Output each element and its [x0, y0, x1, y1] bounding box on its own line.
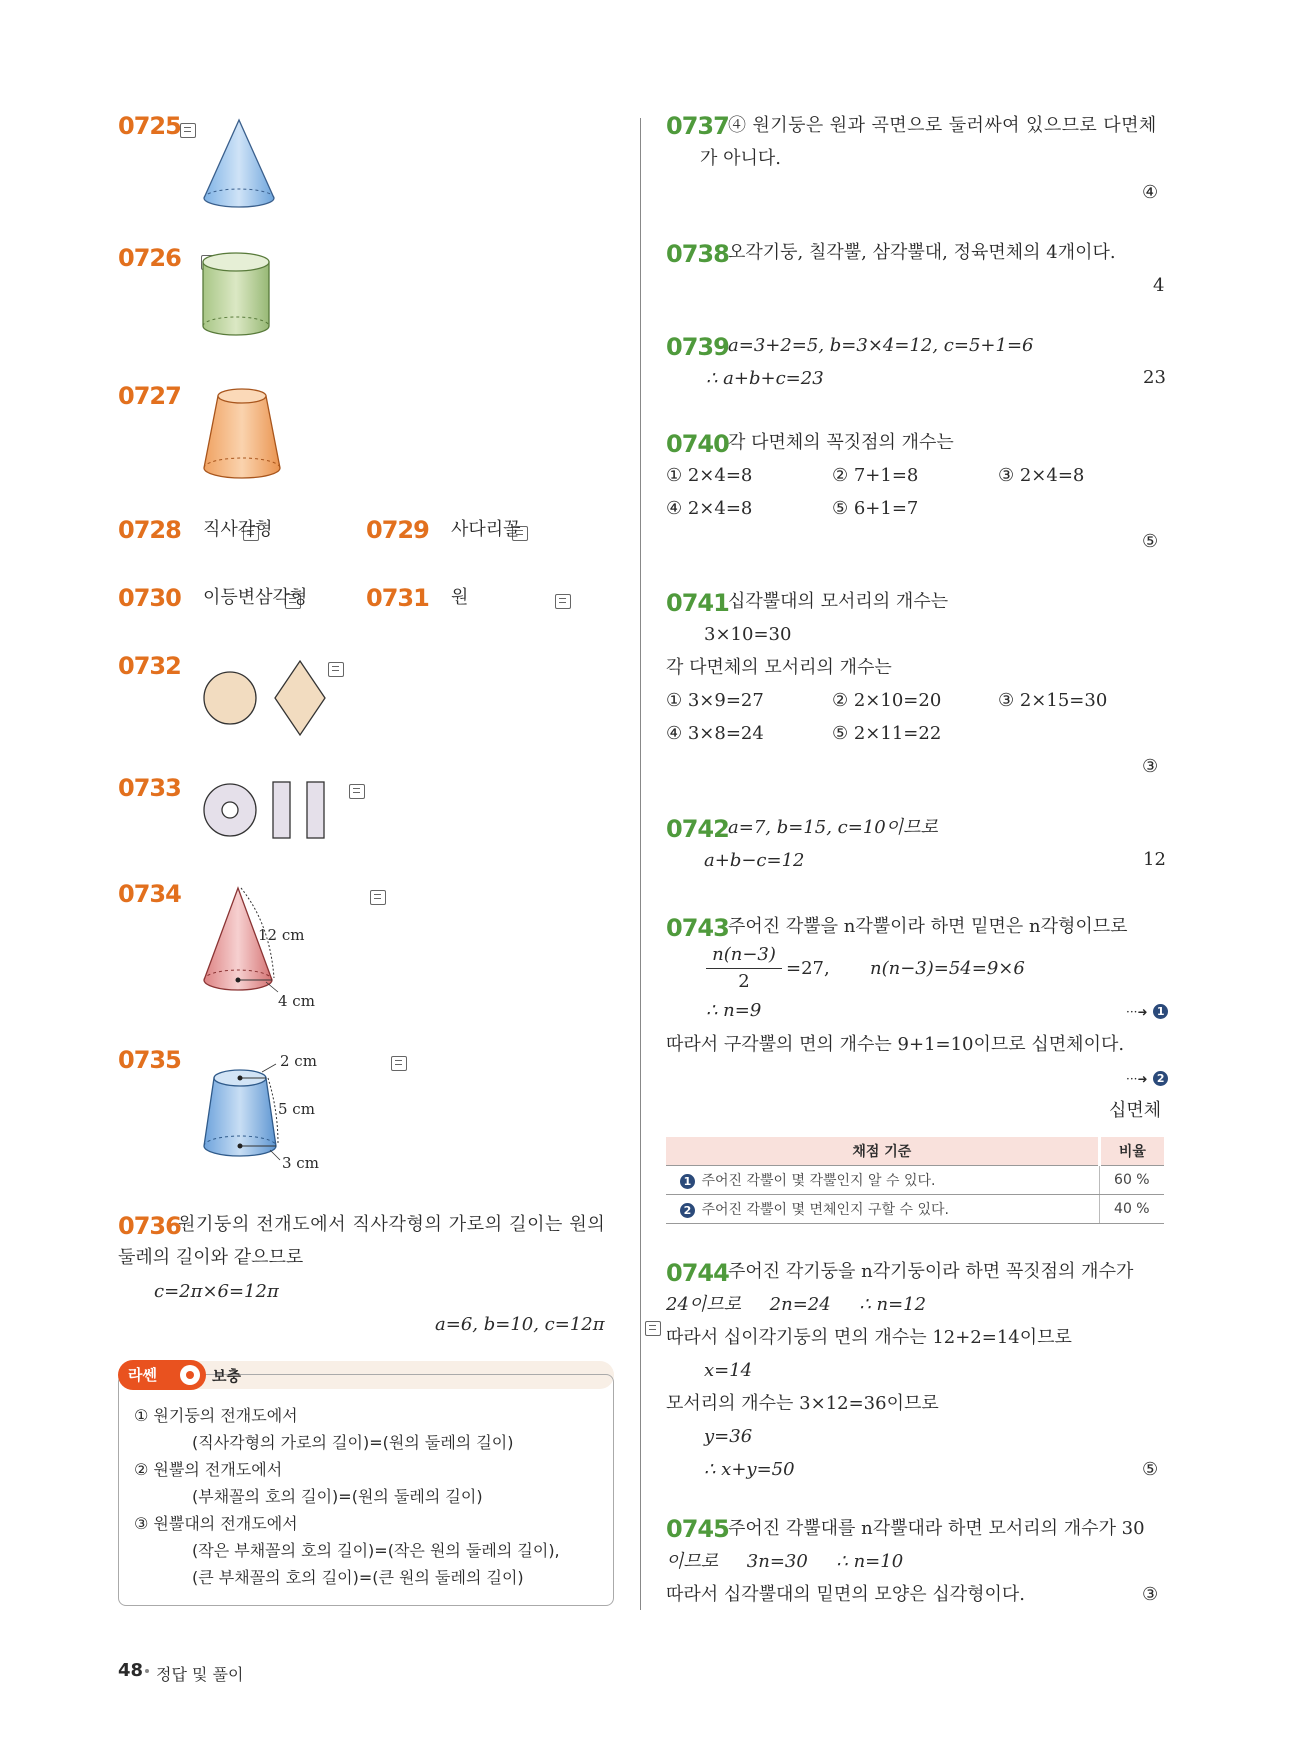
answer-text: 십면체: [1109, 1100, 1162, 1121]
criterion-text: 주어진 각뿔이 몇 면체인지 구할 수 있다.: [701, 1202, 949, 1218]
solution-text: 주어진 각기둥을 n각기둥이라 하면 꼭짓점의 개수가: [728, 1261, 1134, 1282]
table-cell: 1 주어진 각뿔이 몇 각뿔인지 알 수 있다.: [666, 1166, 1099, 1195]
dimension-label: 3 cm: [282, 1154, 319, 1172]
solution-equation: 24이므로 2n=24 ∴ n=12: [666, 1294, 927, 1315]
table-cell: 60 %: [1099, 1166, 1164, 1195]
choice: ② 2×10=20: [832, 690, 942, 711]
note-item: (직사각형의 가로의 길이)=(원의 둘레의 길이): [192, 1433, 514, 1452]
answer-icon: [555, 594, 571, 609]
problem-number: 0727: [118, 382, 181, 410]
footer-dot: [145, 1669, 149, 1673]
answer-icon: [645, 1321, 661, 1336]
problem-number: 0738: [666, 240, 729, 268]
fraction-denominator: 2: [738, 971, 750, 992]
column-divider: [640, 118, 641, 1610]
solution-text: 주어진 각뿔대를 n각뿔대라 하면 모서리의 개수가 30: [728, 1518, 1145, 1539]
solution-equation: ∴ a+b+c=23: [706, 368, 824, 389]
solution-text: 따라서 구각뿔의 면의 개수는 9+1=10이므로 십면체이다.: [666, 1034, 1125, 1055]
solution-equation: 3×10=30: [704, 624, 792, 645]
problem-number: 0728: [118, 516, 181, 544]
solution-text: 둘레의 길이와 같으므로: [118, 1247, 304, 1268]
answer-text: ③: [1142, 1584, 1159, 1605]
solution-text: 각 다면체의 꼭짓점의 개수는: [728, 432, 954, 453]
choice: ③ 2×4=8: [998, 465, 1085, 486]
solution-text: 오각기둥, 칠각뿔, 삼각뿔대, 정육면체의 4개이다.: [728, 242, 1116, 263]
cone-figure: [198, 118, 280, 210]
solution-equation: 이므로 3n=30 ∴ n=10: [666, 1551, 904, 1572]
answer-icon: [370, 890, 386, 905]
cylinder-figure: [200, 248, 272, 340]
solution-text: 원기둥의 전개도에서 직사각형의 가로의 길이는 원의: [178, 1214, 606, 1235]
solution-text: 따라서 십이각기둥의 면의 개수는 12+2=14이므로: [666, 1327, 1072, 1348]
note-item: ② 원뿔의 전개도에서: [134, 1460, 283, 1479]
note-item: (큰 부채꼴의 호의 길이)=(큰 원의 둘레의 길이): [192, 1568, 524, 1587]
choice: ④ 2×4=8: [666, 498, 753, 519]
answer-text: ③: [1142, 756, 1159, 777]
dimension-label: 5 cm: [278, 1100, 315, 1118]
problem-number: 0737: [666, 112, 729, 140]
problem-number: 0734: [118, 880, 181, 908]
answer-icon: [391, 1056, 407, 1071]
choice: ⑤ 2×11=22: [832, 723, 942, 744]
problem-number: 0744: [666, 1259, 729, 1287]
answer-icon: [349, 784, 365, 799]
choice: ② 7+1=8: [832, 465, 919, 486]
answer-text: 23: [1143, 367, 1166, 388]
table-cell: 40 %: [1099, 1195, 1164, 1224]
problem-number: 0736: [118, 1212, 181, 1240]
problem-number: 0742: [666, 815, 729, 843]
note-title: 보충: [212, 1367, 241, 1385]
answer-text: 원: [451, 587, 469, 608]
problem-number: 0735: [118, 1046, 181, 1074]
choice: ③ 2×15=30: [998, 690, 1108, 711]
problem-number: 0733: [118, 774, 181, 802]
dimension-label: 4 cm: [278, 992, 315, 1010]
note-badge: 라쎈: [118, 1360, 206, 1390]
solution-text: 가 아니다.: [700, 148, 781, 169]
problem-number: 0725: [118, 112, 181, 140]
problem-number: 0740: [666, 430, 729, 458]
solution-equation: n(n−3)=54=9×6: [870, 958, 1025, 979]
answer-text: 직사각형: [203, 519, 273, 540]
solution-text: 각 다면체의 모서리의 개수는: [666, 657, 892, 678]
criterion-text: 주어진 각뿔이 몇 각뿔인지 알 수 있다.: [701, 1173, 936, 1189]
problem-number: 0745: [666, 1515, 729, 1543]
solution-text: 모서리의 개수는 3×12=36이므로: [666, 1393, 939, 1414]
problem-number: 0741: [666, 589, 729, 617]
step-badge: 2: [1153, 1071, 1168, 1086]
solution-text: 십각뿔대의 모서리의 개수는: [728, 591, 949, 612]
answer-icon: [180, 123, 196, 138]
frustum-figure: [200, 386, 284, 482]
answer-text: 이등변삼각형: [203, 587, 308, 608]
fraction-bar: [706, 968, 782, 969]
grading-table: [666, 1137, 1164, 1224]
frustum-figure: [200, 1060, 290, 1178]
solution-equation: a=7, b=15, c=10이므로: [728, 817, 938, 838]
answer-text: ⑤: [1142, 531, 1159, 552]
answer-icon: [328, 662, 344, 677]
problem-number: 0743: [666, 914, 729, 942]
problem-number: 0732: [118, 652, 181, 680]
solution-text: 따라서 십각뿔대의 밑면의 모양은 십각형이다.: [666, 1584, 1025, 1605]
note-item: (부채꼴의 호의 길이)=(원의 둘레의 길이): [192, 1487, 483, 1506]
solution-equation: x=14: [704, 1360, 753, 1381]
solution-text: 주어진 각뿔을 n각뿔이라 하면 밑면은 n각형이므로: [728, 916, 1128, 937]
dimension-label: 2 cm: [280, 1052, 317, 1070]
answer-text: 12: [1143, 849, 1166, 870]
problem-number: 0726: [118, 244, 181, 272]
note-item: ③ 원뿔대의 전개도에서: [134, 1514, 298, 1533]
solution-text: ④ 원기둥은 원과 곡면으로 둘러싸여 있으므로 다면체: [728, 115, 1157, 136]
answer-text: 4: [1153, 275, 1165, 296]
fraction-numerator: n(n−3): [712, 944, 776, 965]
table-header: 비율: [1099, 1137, 1164, 1166]
problem-number: 0729: [366, 516, 429, 544]
solution-equation: c=2π×6=12π: [154, 1281, 279, 1302]
solution-equation: ∴ x+y=50: [704, 1459, 795, 1480]
solution-equation: a+b−c=12: [704, 850, 805, 871]
choice: ④ 3×8=24: [666, 723, 764, 744]
solution-equation: =27,: [786, 958, 830, 979]
table-cell: 2 주어진 각뿔이 몇 면체인지 구할 수 있다.: [666, 1195, 1099, 1224]
section-title: 정답 및 풀이: [156, 1665, 244, 1684]
answer-text: ④: [1142, 182, 1159, 203]
page-number: 48: [118, 1660, 144, 1681]
dimension-label: 12 cm: [258, 926, 305, 944]
table-header: 채점 기준: [666, 1137, 1099, 1166]
choice: ⑤ 6+1=7: [832, 498, 919, 519]
note-item: (작은 부채꼴의 호의 길이)=(작은 원의 둘레의 길이),: [192, 1541, 560, 1560]
cross-section-figure: [200, 780, 330, 842]
problem-number: 0731: [366, 584, 429, 612]
badge-dot-icon: [180, 1365, 200, 1385]
answer-text: ⑤: [1142, 1459, 1159, 1480]
solution-equation: y=36: [704, 1426, 753, 1447]
step-marker: ···➜ 1: [1126, 1000, 1168, 1023]
choice: ① 3×9=27: [666, 690, 764, 711]
cross-section-figure: [200, 658, 328, 738]
note-item: ① 원기둥의 전개도에서: [134, 1406, 298, 1425]
solution-equation: a=3+2=5, b=3×4=12, c=5+1=6: [728, 335, 1034, 356]
problem-number: 0730: [118, 584, 181, 612]
answer-text: a=6, b=10, c=12π: [435, 1314, 605, 1335]
step-marker: ···➜ 2: [1126, 1067, 1168, 1090]
answer-text: 사다리꼴: [451, 519, 521, 540]
solution-equation: ∴ n=9: [706, 1000, 762, 1021]
problem-number: 0739: [666, 333, 729, 361]
choice: ① 2×4=8: [666, 465, 753, 486]
step-badge: 1: [1153, 1004, 1168, 1019]
